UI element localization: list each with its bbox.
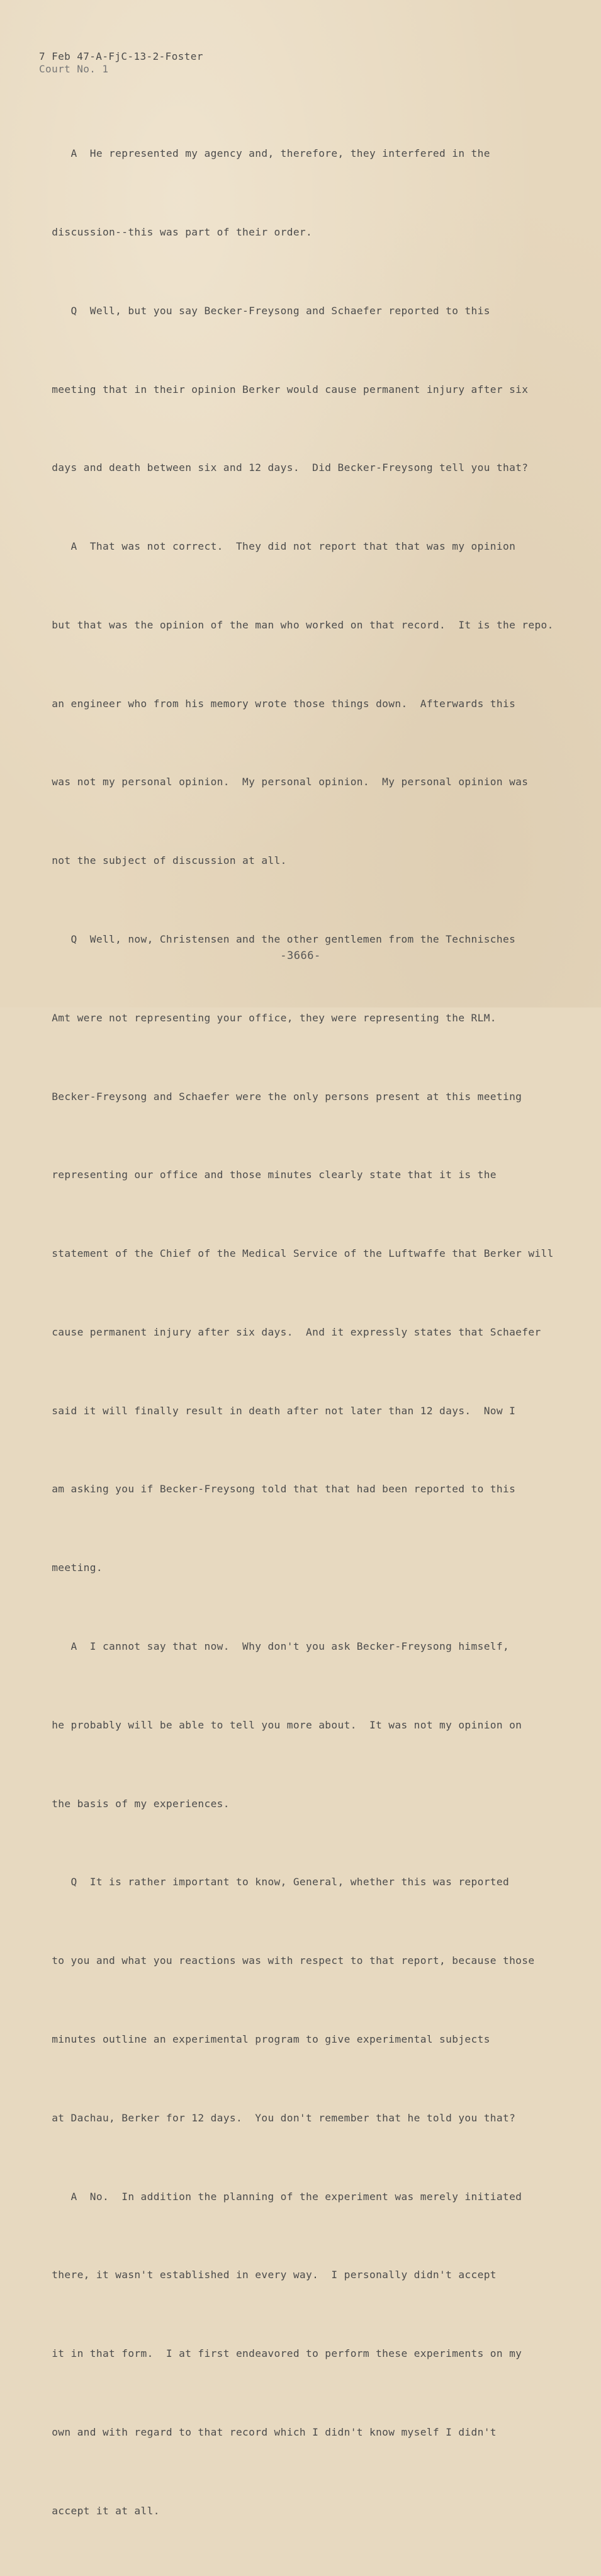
transcript-line: the basis of my experiences. — [39, 1797, 230, 1810]
transcript-line: days and death between six and 12 days. Did Becker-Freysong tell you that? — [39, 462, 529, 474]
transcript-line: he probably will be able to tell you more about. It was not my opinion on — [39, 1718, 522, 1731]
transcript-line: statement of the Chief of the Medical Service of the Luftwaffe that Berker will — [39, 1247, 554, 1260]
transcript-line: minutes outline an experimental program to give experimental subjects — [39, 2033, 490, 2045]
transcript-line: Q It is rather important to know, General, whether this was reported — [39, 1876, 510, 1888]
transcript-line: said it will finally result in death after not later than 12 days. Now I — [39, 1404, 516, 1417]
transcript-line: own and with regard to that record which I didn't know myself I didn't — [39, 2426, 497, 2438]
transcript-line: A He represented my agency and, therefore, they interfered in the — [39, 147, 490, 160]
transcript-line: not the subject of discussion at all. — [39, 854, 287, 867]
transcript-line: Q Well, but you say Becker-Freysong and Schaefer reported to this — [39, 304, 490, 317]
transcript-line: meeting that in their opinion Berker would cause permanent injury after six — [39, 383, 529, 395]
transcript-line: A That was not correct. They did not report that that was my opinion — [39, 540, 516, 553]
header-court: Court No. 1 — [39, 63, 109, 75]
transcript-line: Amt were not representing your office, they were representing the RLM. — [39, 1011, 497, 1024]
header-reference: 7 Feb 47-A-FjC-13-2-Foster — [39, 50, 203, 62]
transcript-line: A I cannot say that now. Why don't you ask Becker-Freysong himself, — [39, 1640, 510, 1653]
transcript-line: meeting. — [39, 1562, 103, 1574]
transcript-line: it in that form. I at first endeavored to perform these experiments on my — [39, 2347, 522, 2360]
page-number: -3666- — [280, 950, 321, 962]
transcript-line: representing our office and those minutes clearly state that it is the — [39, 1169, 497, 1181]
transcript-line: at Dachau, Berker for 12 days. You don't remember that he told you that? — [39, 2111, 516, 2124]
transcript-line: A No. In addition the planning of the experiment was merely initiated — [39, 2190, 522, 2203]
document-header — [39, 50, 203, 76]
transcript-line: discussion--this was part of their order. — [39, 225, 313, 238]
transcript-line: was not my personal opinion. My personal opinion. My personal opinion was — [39, 776, 529, 788]
transcript-line: accept it at all. — [39, 2504, 160, 2517]
transcript-line: an engineer who from his memory wrote those things down. Afterwards this — [39, 697, 516, 710]
transcript-line: cause permanent injury after six days. And it expressly states that Schaefer — [39, 1325, 541, 1338]
transcript-line: am asking you if Becker-Freysong told that that had been reported to this — [39, 1483, 516, 1495]
transcript-body — [39, 88, 554, 2576]
transcript-line: there, it wasn't established in every way. I personally didn't accept — [39, 2269, 497, 2281]
transcript-line: to you and what you reactions was with respect to that report, because those — [39, 1955, 535, 1967]
transcript-line: Becker-Freysong and Schaefer were the only persons present at this meeting — [39, 1090, 522, 1103]
transcript-line: but that was the opinion of the man who worked on that record. It is the repo. — [39, 618, 554, 631]
transcript-line: Q Well, now, Christensen and the other gentlemen from the Technisches — [39, 933, 516, 945]
